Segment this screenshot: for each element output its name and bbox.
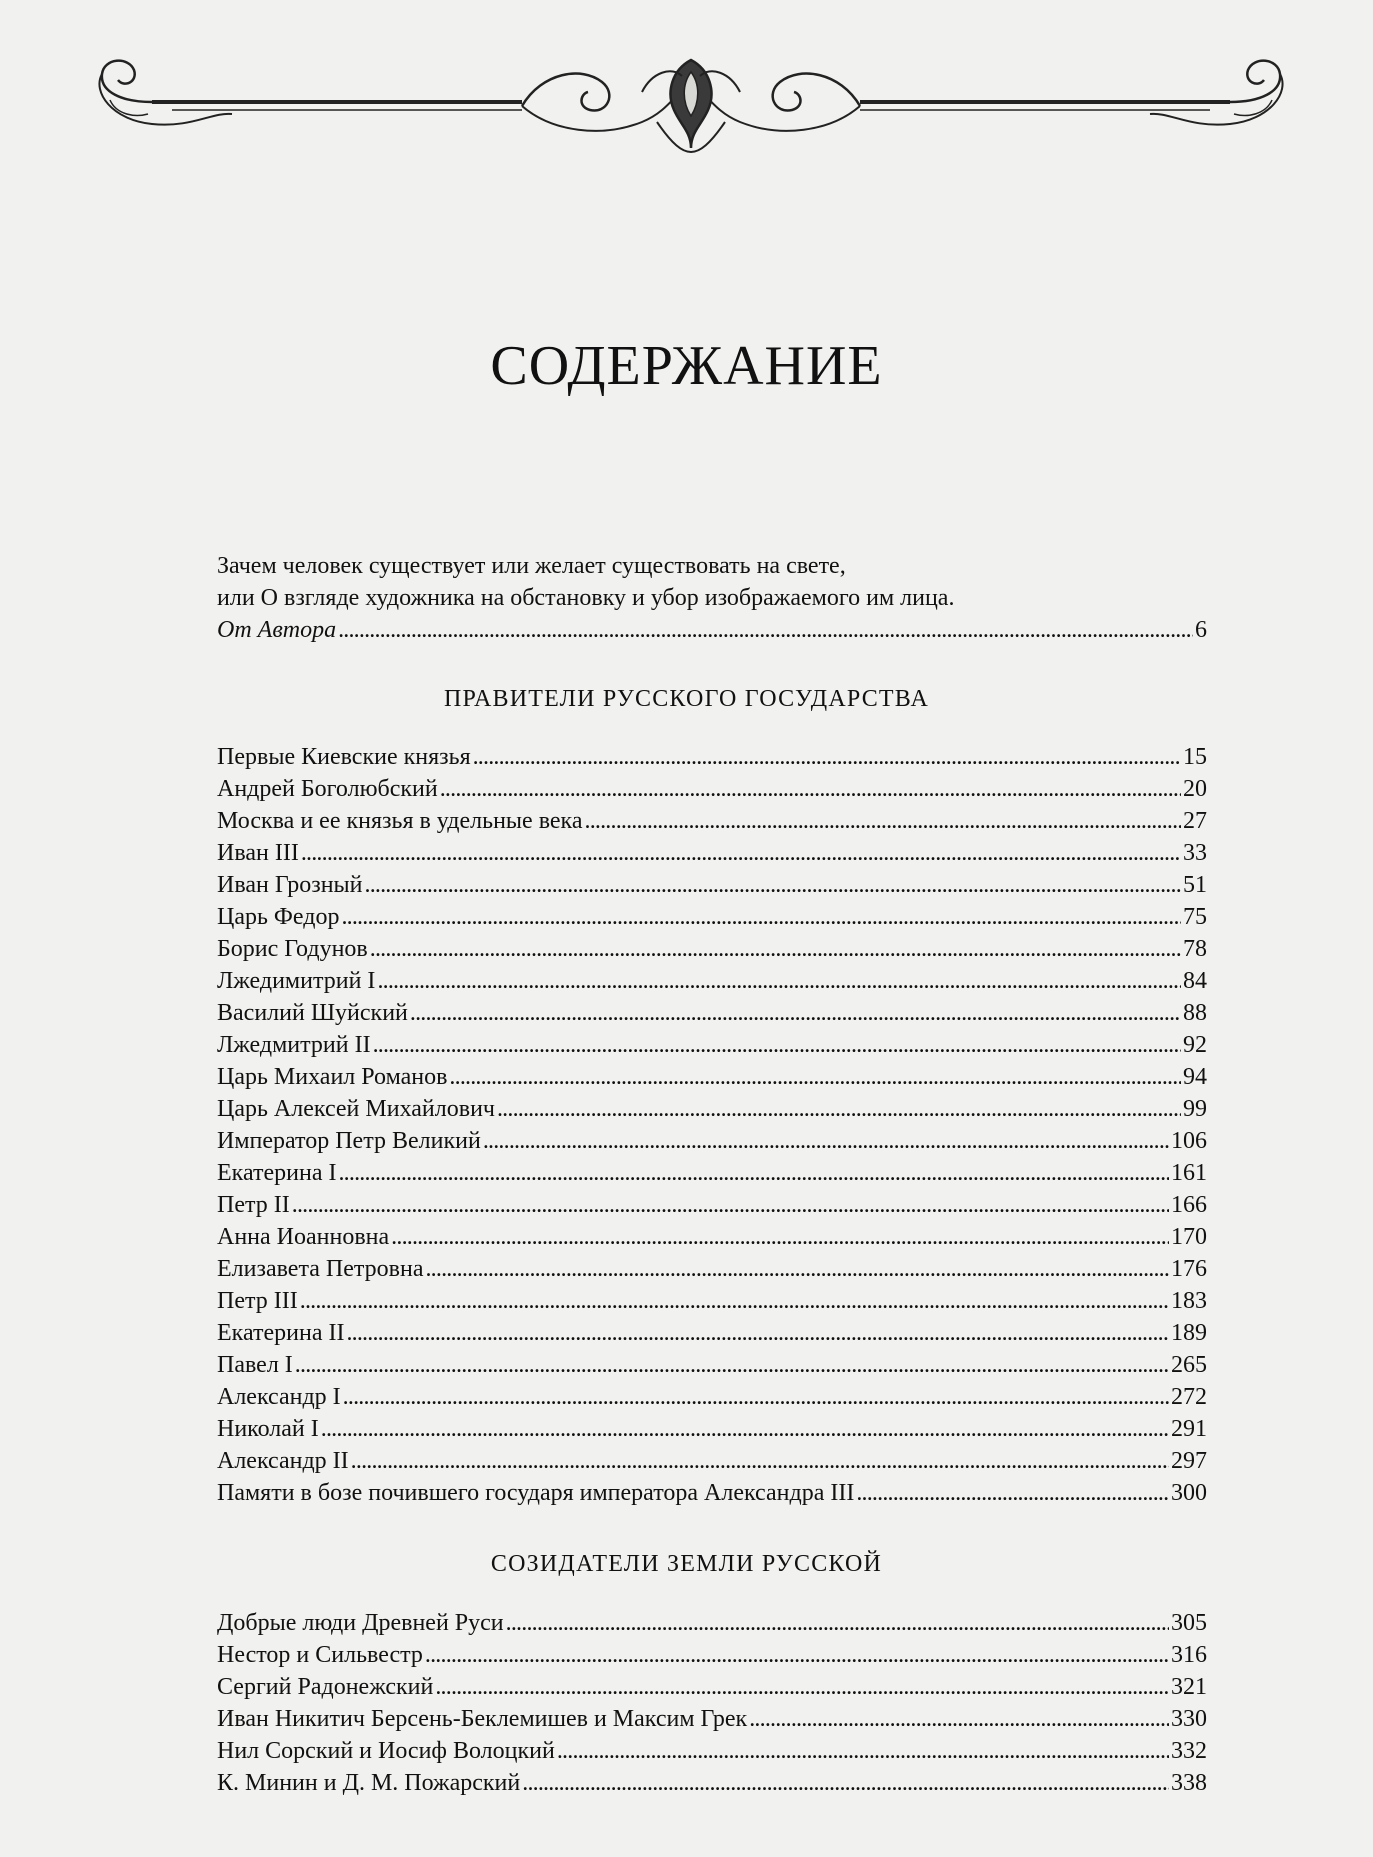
toc-entry-label: Царь Михаил Романов <box>217 1064 448 1090</box>
toc-entry[interactable] <box>217 1735 1207 1767</box>
dot-leader <box>365 869 1182 901</box>
dot-leader <box>557 1735 1169 1767</box>
toc-entry[interactable] <box>217 1477 1207 1509</box>
toc-entry-page: 300 <box>1171 1480 1207 1506</box>
dot-leader <box>377 965 1181 997</box>
toc-entry-page: 94 <box>1183 1064 1207 1090</box>
dot-leader <box>483 1125 1169 1157</box>
toc-entry-page: 33 <box>1183 840 1207 866</box>
toc-entry[interactable] <box>217 1607 1207 1639</box>
acanthus-scroll-ornament-icon <box>82 52 1300 162</box>
toc-entry-label: Памяти в бозе почившего государя императора Александра III <box>217 1480 855 1506</box>
toc-entry-page: 92 <box>1183 1032 1207 1058</box>
dot-leader <box>435 1671 1169 1703</box>
toc-entry-page: 332 <box>1171 1738 1207 1764</box>
toc-entry-label: Царь Алексей Михайлович <box>217 1096 495 1122</box>
toc-entry[interactable] <box>217 1317 1207 1349</box>
toc-entry[interactable] <box>217 965 1207 997</box>
toc-entry-page: 297 <box>1171 1448 1207 1474</box>
toc-entry-label: Павел I <box>217 1352 293 1378</box>
dot-leader <box>351 1445 1169 1477</box>
toc-entry[interactable] <box>217 1221 1207 1253</box>
toc-entry[interactable] <box>217 869 1207 901</box>
toc-entry[interactable] <box>217 1285 1207 1317</box>
toc-entry-page: 6 <box>1195 617 1207 643</box>
toc-entry[interactable] <box>217 805 1207 837</box>
toc-entry[interactable] <box>217 773 1207 805</box>
toc-entry[interactable] <box>217 1253 1207 1285</box>
toc-entry[interactable] <box>217 837 1207 869</box>
toc-entry[interactable] <box>217 1703 1207 1735</box>
toc-entry-label: Андрей Боголюбский <box>217 776 438 802</box>
toc-entry[interactable] <box>217 1413 1207 1445</box>
intro-line: Зачем человек существует или желает существовать на свете, <box>217 553 846 579</box>
toc-entry-page: 15 <box>1183 744 1207 770</box>
intro-line: или О взгляде художника на обстановку и убор изображаемого им лица. <box>217 585 955 611</box>
toc-entry-page: 166 <box>1171 1192 1207 1218</box>
toc-entry[interactable] <box>217 1349 1207 1381</box>
dot-leader <box>370 933 1181 965</box>
toc-entry-page: 176 <box>1171 1256 1207 1282</box>
toc-entry[interactable] <box>217 1671 1207 1703</box>
toc-entry-page: 330 <box>1171 1706 1207 1732</box>
dot-leader <box>473 741 1181 773</box>
toc-entry-label: От Автора <box>217 617 337 643</box>
dot-leader <box>440 773 1181 805</box>
toc-entry-label: Первые Киевские князья <box>217 744 471 770</box>
toc-entry-label: Иван Никитич Берсень-Беклемишев и Максим Грек <box>217 1706 748 1732</box>
toc-entry-page: 291 <box>1171 1416 1207 1442</box>
toc-entry[interactable] <box>217 1125 1207 1157</box>
toc-entry-label: Царь Федор <box>217 904 340 930</box>
toc-entry[interactable] <box>217 933 1207 965</box>
toc-entry-label: Елизавета Петровна <box>217 1256 424 1282</box>
toc-entry[interactable] <box>217 741 1207 773</box>
section-heading: ПРАВИТЕЛИ РУССКОГО ГОСУДАРСТВА <box>443 686 929 712</box>
toc-entry-page: 161 <box>1171 1160 1207 1186</box>
toc-entry-page: 170 <box>1171 1224 1207 1250</box>
toc-entry-label: Сергий Радонежский <box>217 1674 434 1700</box>
dot-leader <box>338 614 1193 646</box>
toc-entry-label: Лжедмитрий II <box>217 1032 371 1058</box>
dot-leader <box>301 837 1181 869</box>
dot-leader <box>321 1413 1169 1445</box>
toc-entry-page: 305 <box>1171 1610 1207 1636</box>
toc-entry[interactable] <box>217 1381 1207 1413</box>
toc-entry[interactable] <box>217 1029 1207 1061</box>
toc-entry-page: 265 <box>1171 1352 1207 1378</box>
dot-leader <box>449 1061 1181 1093</box>
toc-entry-page: 27 <box>1183 808 1207 834</box>
dot-leader <box>425 1639 1169 1671</box>
dot-leader <box>585 805 1182 837</box>
dot-leader <box>300 1285 1169 1317</box>
toc-entry-page: 183 <box>1171 1288 1207 1314</box>
toc-intro <box>217 550 1207 646</box>
toc-entry[interactable] <box>217 1157 1207 1189</box>
toc-entry-label: Нестор и Сильвестр <box>217 1642 423 1668</box>
toc-entry-label: Анна Иоанновна <box>217 1224 390 1250</box>
toc-entry-label: Василий Шуйский <box>217 1000 408 1026</box>
dot-leader <box>295 1349 1169 1381</box>
dot-leader <box>749 1703 1169 1735</box>
dot-leader <box>497 1093 1181 1125</box>
toc-entry-page: 272 <box>1171 1384 1207 1410</box>
page-title: СОДЕРЖАНИЕ <box>490 334 883 397</box>
dot-leader <box>410 997 1181 1029</box>
toc-entry[interactable] <box>217 1445 1207 1477</box>
toc-entry-label: Лжедимитрий I <box>217 968 376 994</box>
toc-entry-label: Петр III <box>217 1288 298 1314</box>
dot-leader <box>856 1477 1169 1509</box>
toc-entry-page: 51 <box>1183 872 1207 898</box>
toc-entry[interactable] <box>217 1639 1207 1671</box>
toc-entry[interactable] <box>217 614 1207 646</box>
section-heading: СОЗИДАТЕЛИ ЗЕМЛИ РУССКОЙ <box>490 1551 883 1577</box>
dot-leader <box>391 1221 1169 1253</box>
dot-leader <box>341 901 1181 933</box>
dot-leader <box>522 1767 1169 1799</box>
toc-entry[interactable] <box>217 901 1207 933</box>
toc-entry-label: Александр II <box>217 1448 349 1474</box>
toc-entry-label: Иван III <box>217 840 299 866</box>
dot-leader <box>373 1029 1181 1061</box>
toc-entry[interactable] <box>217 997 1207 1029</box>
toc-entry[interactable] <box>217 1061 1207 1093</box>
toc-entry[interactable] <box>217 1093 1207 1125</box>
toc-entry-label: Иван Грозный <box>217 872 363 898</box>
toc-list <box>217 741 1207 1509</box>
toc-entry-page: 106 <box>1171 1128 1207 1154</box>
toc-entry-label: Добрые люди Древней Руси <box>217 1610 504 1636</box>
toc-entry-page: 189 <box>1171 1320 1207 1346</box>
dot-leader <box>292 1189 1169 1221</box>
toc-entry-label: Александр I <box>217 1384 341 1410</box>
toc-entry[interactable] <box>217 1767 1207 1799</box>
toc-entry-page: 20 <box>1183 776 1207 802</box>
toc-entry-label: Нил Сорский и Иосиф Волоцкий <box>217 1738 555 1764</box>
toc-entry-page: 75 <box>1183 904 1207 930</box>
toc-entry-label: Петр II <box>217 1192 290 1218</box>
toc-entry-label: Борис Годунов <box>217 936 368 962</box>
toc-entry-label: Екатерина II <box>217 1320 345 1346</box>
toc-entry-label: Москва и ее князья в удельные века <box>217 808 583 834</box>
dot-leader <box>338 1157 1169 1189</box>
toc-list <box>217 1607 1207 1799</box>
dot-leader <box>343 1381 1169 1413</box>
toc-entry-label: Николай I <box>217 1416 319 1442</box>
toc-entry[interactable] <box>217 1189 1207 1221</box>
toc-entry-page: 99 <box>1183 1096 1207 1122</box>
toc-entry-label: К. Минин и Д. М. Пожарский <box>217 1770 521 1796</box>
toc-entry-label: Екатерина I <box>217 1160 337 1186</box>
dot-leader <box>425 1253 1169 1285</box>
toc-entry-page: 316 <box>1171 1642 1207 1668</box>
toc-entry-page: 88 <box>1183 1000 1207 1026</box>
dot-leader <box>506 1607 1169 1639</box>
toc-entry-page: 338 <box>1171 1770 1207 1796</box>
toc-entry-page: 84 <box>1183 968 1207 994</box>
toc-entry-page: 78 <box>1183 936 1207 962</box>
toc-entry-page: 321 <box>1171 1674 1207 1700</box>
dot-leader <box>346 1317 1169 1349</box>
toc-entry-label: Император Петр Великий <box>217 1128 481 1154</box>
